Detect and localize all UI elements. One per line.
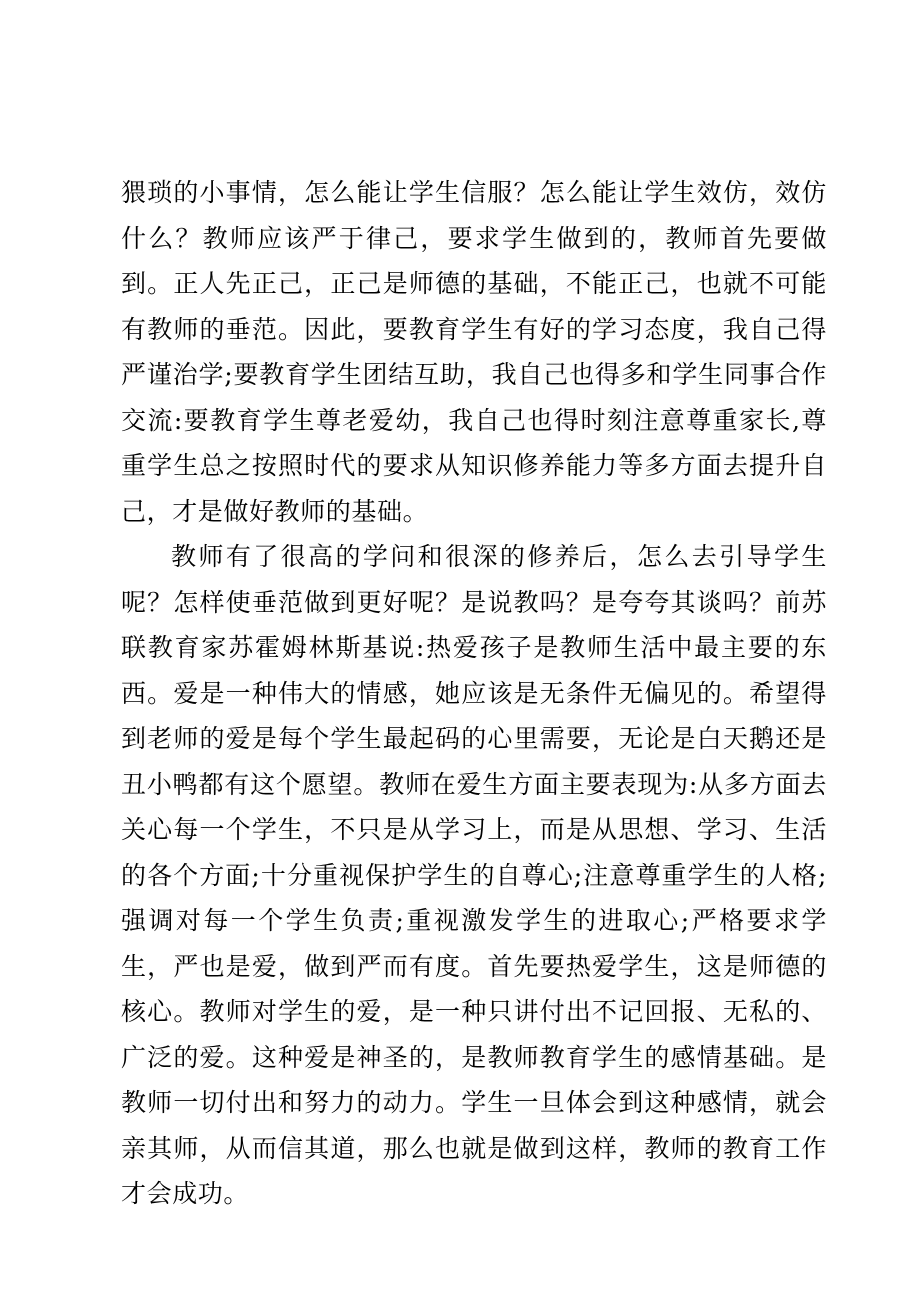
paragraph-1: 猥琐的小事情，怎么能让学生信服？怎么能让学生效仿，效仿什么？教师应该严于律己，要求学生做到的，教师首先要做到。正人先正己，正己是师德的基础，不能正己，也就不可能有教师的垂范。因此，要教育学生有好的学习态度，我自己得严谨治学;要教育学生团结互助，我自己也得多和学生同事合作交流:要教育学生尊老爱幼，我自己也得时刻注意尊重家长,尊重学生总之按照时代的要求从知识修养能力等多方面去提升自己，才是做好教师的基础。 [121, 178, 827, 526]
document-body [121, 170, 827, 1217]
paragraph-2: 教师有了很高的学问和很深的修养后，怎么去引导学生呢？怎样使垂范做到更好呢？是说教吗？是夸夸其谈吗？前苏联教育家苏霍姆林斯基说:热爱孩子是教师生活中最主要的东西。爱是一种伟大的情感，她应该是无条件无偏见的。希望得到老师的爱是每个学生最起码的心里需要，无论是白天鹅还是丑小鸭都有这个愿望。教师在爱生方面主要表现为:从多方面去关心每一个学生，不只是从学习上，而是从思想、学习、生活的各个方面;十分重视保护学生的自尊心;注意尊重学生的人格;强调对每一个学生负责;重视激发学生的进取心;严格要求学生，严也是爱，做到严而有度。首先要热爱学生，这是师德的核心。教师对学生的爱，是一种只讲付出不记回报、无私的、广泛的爱。这种爱是神圣的，是教师教育学生的感情基础。是教师一切付出和努力的动力。学生一旦体会到这种感情，就会亲其师，从而信其道，那么也就是做到这样，教师的教育工作才会成功。 [121, 542, 827, 1208]
